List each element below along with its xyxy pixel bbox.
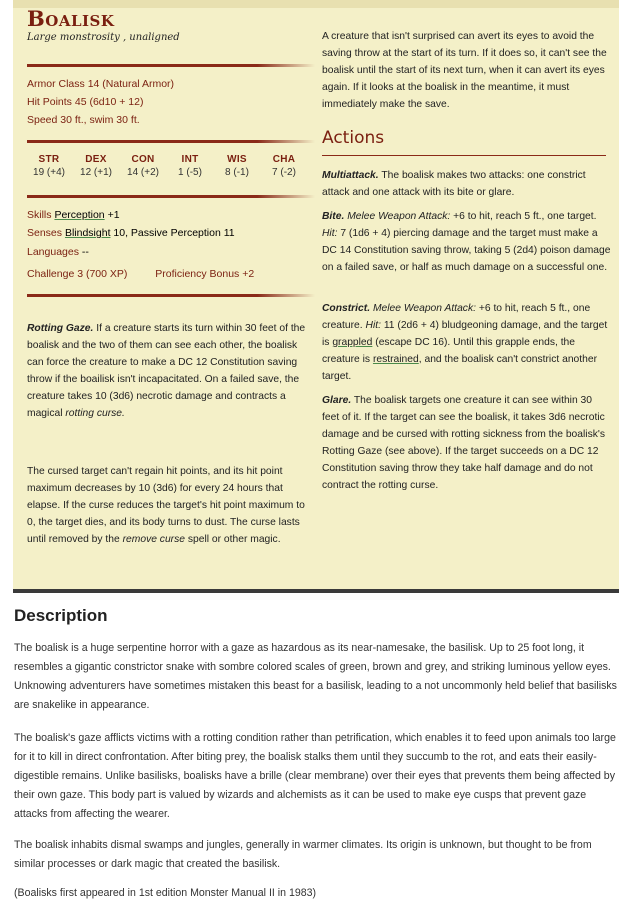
blindsight-link[interactable]: Blindsight <box>64 227 111 239</box>
bite-hit-label: Hit: <box>322 228 338 239</box>
ability-wis <box>215 154 259 178</box>
remove-curse-term: remove curse <box>122 534 185 545</box>
hit-points-line <box>27 96 315 108</box>
ability-int <box>168 154 212 178</box>
bite-attack-type: Melee Weapon Attack: <box>347 211 451 222</box>
ability-score: 1 (-5) <box>178 167 202 178</box>
proficiency-label: Proficiency Bonus <box>155 268 240 280</box>
languages-label: Languages <box>27 246 79 258</box>
senses-label: Senses <box>27 227 63 239</box>
ability-label: WIS <box>227 154 247 165</box>
skills-line <box>27 209 315 221</box>
ability-label: STR <box>38 154 60 165</box>
description-heading: Description <box>14 606 108 625</box>
constrict-action <box>322 300 612 385</box>
glare-title: Glare. <box>322 395 352 406</box>
senses-line <box>27 227 315 239</box>
stat-block <box>13 0 619 593</box>
rotting-gaze-text: If a creature starts its turn within 30 feet of the boalisk and the two of them can see each other, the boalisk can force the creature to make a DC 12 Constitution saving throw if the boailisk isn't incapacitated. On a failed save, the creature takes 10 (3d6) necrotic damage and contracts a magical <box>27 323 306 419</box>
glare-action <box>322 392 612 494</box>
description-footnote: (Boalisks first appeared in 1st edition Monster Manual II in 1983) <box>14 887 317 899</box>
actions-heading: Actions <box>322 128 385 148</box>
ability-con <box>121 154 165 178</box>
rotting-curse-term: rotting curse. <box>65 408 125 419</box>
divider <box>27 64 315 67</box>
bite-title: Bite. <box>322 211 345 222</box>
ability-score: 12 (+1) <box>80 167 112 178</box>
monster-name: Boalisk <box>27 6 115 31</box>
constrict-to-hit: +6 to hit, reach 5 ft., one creature. <box>322 303 591 331</box>
actions-divider <box>322 155 606 156</box>
speed-line <box>27 114 315 126</box>
ability-score: 8 (-1) <box>225 167 249 178</box>
challenge-line <box>27 268 315 280</box>
skills-value: +1 <box>107 209 120 221</box>
ability-score: 14 (+2) <box>127 167 159 178</box>
constrict-end: , and the boalisk can't constrict another target. <box>322 354 598 382</box>
constrict-damage: 11 (2d6 + 4) bludgeoning damage, and the target is <box>322 320 608 348</box>
ability-label: INT <box>181 154 199 165</box>
description-paragraph: The boalisk inhabits dismal swamps and jungles, generally in warmer climates. Its origin is unknown, but thought to be from similar processes or dark magic that created the basilisk. <box>14 839 592 870</box>
armor-class-value: 14 (Natural Armor) <box>87 78 175 90</box>
avert-eyes-paragraph <box>322 28 612 113</box>
constrict-title: Constrict. <box>322 303 371 314</box>
rotting-gaze-title: Rotting Gaze. <box>27 323 94 334</box>
armor-class-label: Armor Class <box>27 78 85 90</box>
bite-action <box>322 208 612 276</box>
grappled-link[interactable]: grappled <box>332 337 373 348</box>
ability-score: 7 (-2) <box>272 167 296 178</box>
multiattack-action <box>322 167 612 201</box>
speed-value: 30 ft., swim 30 ft. <box>60 114 140 126</box>
bite-to-hit: +6 to hit, reach 5 ft., one target. <box>453 211 597 222</box>
curse-text-end: spell or other magic. <box>187 534 281 545</box>
senses-value: 10, Passive Perception 11 <box>113 227 235 239</box>
rotting-gaze-trait <box>27 320 315 422</box>
ability-label: DEX <box>85 154 107 165</box>
ability-cha <box>262 154 306 178</box>
divider <box>27 140 315 143</box>
restrained-link[interactable]: restrained <box>372 354 419 365</box>
glare-text: The boalisk targets one creature it can see within 30 feet of it. If the target can see the boalisk, it takes 3d6 necrotic damage and be cursed with rotting sickness from the boalisk's Rotting Gaze (see above). If the target succeeds on a DC 12 Constitution saving throw they take half damage and do not contract the rotting curse. <box>322 395 605 491</box>
speed-label: Speed <box>27 114 58 126</box>
multiattack-text: The boalisk makes two attacks: one constrict attack and one attack with its bite or glare. <box>322 170 586 198</box>
divider <box>27 195 315 198</box>
challenge-value: 3 (700 XP) <box>77 268 128 280</box>
monster-type: Large monstrosity , unaligned <box>27 32 180 43</box>
bite-damage: 7 (1d6 + 4) piercing damage and the target must make a DC 14 Constitution saving throw, taking 5 (2d4) poison damage on a failed save, or half as much damage on a successful one. <box>322 228 611 273</box>
armor-class-line <box>27 78 315 90</box>
divider <box>27 294 315 297</box>
perception-link[interactable]: Perception <box>54 209 105 221</box>
description-paragraph: The boalisk is a huge serpentine horror with a gaze as hazardous as its near-namesake, the basilisk. Up to 25 foot long, it resembles a gigantic constrictor snake with sombre colored scales of green, brown and grey, and striking luminous yellow eyes. Unknowing adventurers have sometimes mistaken this beast for a basilisk, leading to a not uncommonly held belief that basilisks are snakelike in appearance. <box>14 642 617 711</box>
curse-paragraph <box>27 463 315 548</box>
proficiency-value: +2 <box>242 268 255 280</box>
hit-points-label: Hit Points <box>27 96 72 108</box>
hit-points-value: 45 (6d10 + 12) <box>74 96 144 108</box>
avert-text: A creature that isn't surprised can avert its eyes to avoid the saving throw at the start of its turn. If it does so, it can't see the boalisk until the start of its next turn, when it can avert its eyes again. If it looks at the boalisk in the meantime, it must immediately make the save. <box>322 31 607 110</box>
ability-label: CON <box>131 154 155 165</box>
constrict-escape: (escape DC 16). Until this grapple ends, the creature is <box>322 337 576 365</box>
challenge-label: Challenge <box>27 268 75 280</box>
constrict-attack-type: Melee Weapon Attack: <box>372 303 476 314</box>
ability-dex <box>74 154 118 178</box>
curse-text: The cursed target can't regain hit points, and its hit point maximum decreases by 10 (3d6) for every 24 hours that elapse. If the curse reduces the target's hit point maximum to 0, the target dies, and its body turns to dust. The curse lasts until removed by the <box>27 466 305 545</box>
multiattack-title: Multiattack. <box>322 170 379 181</box>
constrict-hit-label: Hit: <box>365 320 381 331</box>
ability-label: CHA <box>272 154 296 165</box>
languages-line <box>27 246 315 258</box>
ability-str <box>27 154 71 178</box>
skills-label: Skills <box>27 209 52 221</box>
description-paragraph: The boalisk's gaze afflicts victims with a rotting condition rather than petrification, which enables it to feed upon animals too large for it to kill in direct confrontation. After biting prey, the boalisk stalks them until they succumb to the rot, and eats their easily-digestible remains. Unlike basilisks, boalisks have a brille (clear membrane) over their eyes that prevents them being affected by their own gaze. This body part is valued by wizards and alchemists as it can be used to make eye cusps that prevent gaze attacks from affecting the wearer. <box>14 732 616 820</box>
languages-value: -- <box>81 246 89 258</box>
ability-score: 19 (+4) <box>33 167 65 178</box>
